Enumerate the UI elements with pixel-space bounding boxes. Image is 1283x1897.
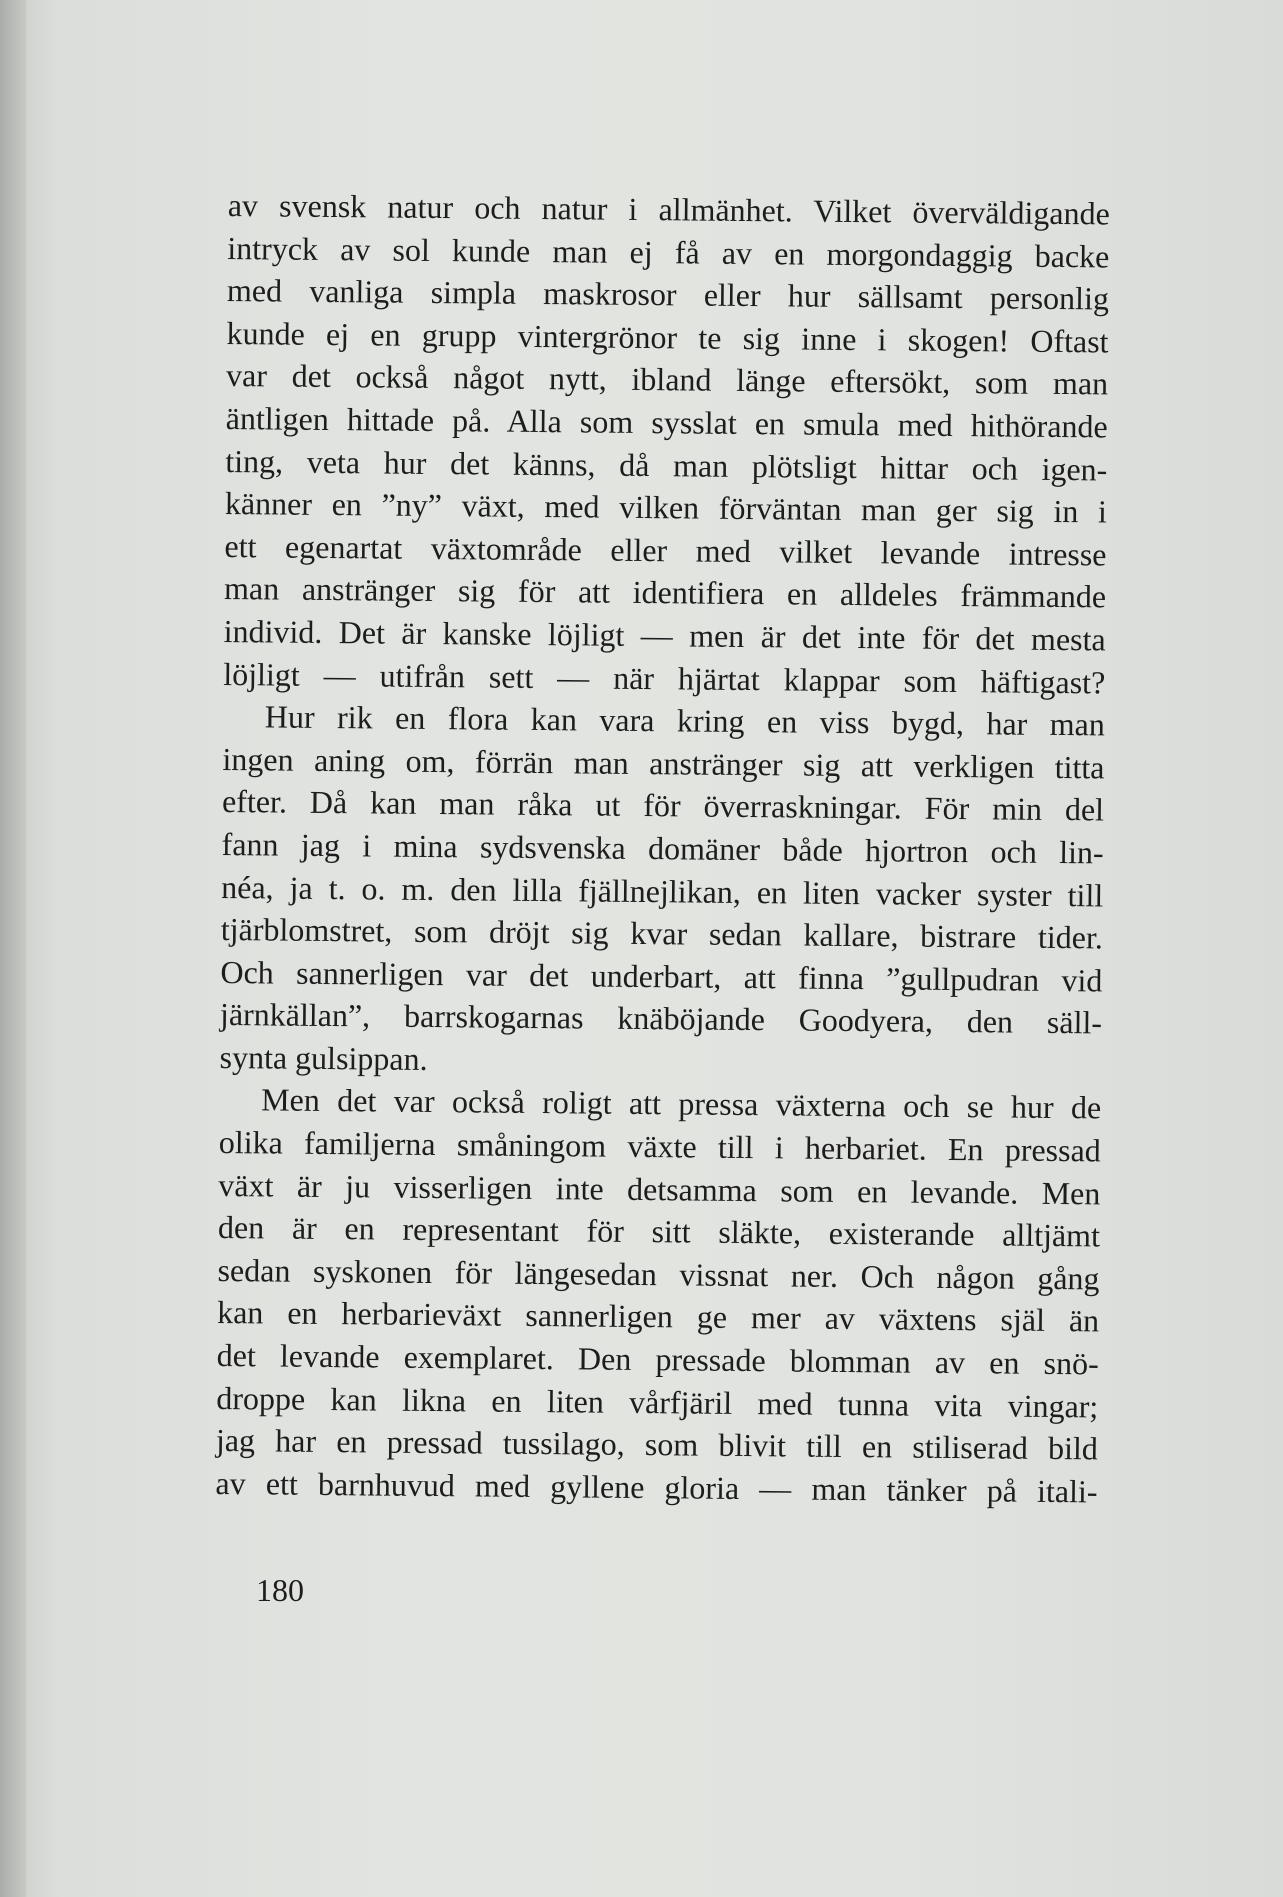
text-line: Men det var också roligt att pressa växterna och se hur de (261, 1081, 1102, 1126)
text-line: Hur rik en flora kan vara kring en viss bygd, har man (264, 698, 1106, 743)
body-text (215, 184, 1110, 1513)
text-line: ting, veta hur det känns, då man plötsligt hittar och igen- (225, 442, 1108, 488)
text-line: känner en ”ny” växt, med vilken förväntan man ger sig in i (224, 485, 1108, 530)
text-line: droppe kan likna en liten vårfjäril med tunna vita vingar; (216, 1379, 1099, 1425)
text-line: ett egenartat växtområde eller med vilket levande intresse (224, 527, 1107, 573)
text-line: järnkällan”, barrskogarnas knäböjande Goodyera, den säll- (219, 996, 1103, 1041)
text-line: man anstränger sig för att identifiera en alldeles främmande (223, 570, 1107, 615)
page-gutter-shadow (0, 0, 26, 1897)
text-line: äntligen hittade på. Alla som sysslat en smula med hithörande (225, 399, 1108, 445)
text-line: löjligt — utifrån sett — när hjärtat klappar som häftigast? (223, 655, 1106, 700)
text-line: individ. Det är kanske löjligt — men är det inte för det mesta (223, 612, 1106, 658)
page-number: 180 (256, 1572, 304, 1608)
text-line: det levande exemplaret. Den pressade blomman av en snö- (216, 1336, 1099, 1382)
text-line: av svensk natur och natur i allmänhet. Vilket överväldigande (227, 186, 1110, 232)
text-line: jag har en pressad tussilago, som blivit till en stiliserad bild (215, 1422, 1099, 1467)
text-line: ingen aning om, förrän man anstränger sig att verkligen titta (222, 740, 1105, 786)
text-line: växt är ju visserligen inte detsamma som en levande. Men (218, 1166, 1101, 1212)
text-line: den är en representant för sitt släkte, existerande alltjämt (217, 1209, 1101, 1254)
text-line: néa, ja t. o. m. den lilla fjällnejlikan, en liten vacker syster till (221, 868, 1104, 913)
text-line: kunde ej en grupp vintergrönor te sig inne i skogen! Oftast (226, 314, 1109, 360)
text-line: tjärblomstret, som dröjt sig kvar sedan kallare, bistrare tider. (220, 911, 1103, 956)
text-line: av ett barnhuvud med gyllene gloria — man tänker på itali- (215, 1464, 1098, 1510)
text-line: synta gulsippan. (219, 1038, 428, 1077)
text-line: Och sannerligen var det underbart, att finna ”gullpudran vid (220, 953, 1103, 999)
text-line: efter. Då kan man råka ut för överraskningar. För min del (221, 783, 1105, 828)
text-line: intryck av sol kunde man ej få av en morgondaggig backe (227, 229, 1110, 275)
text-line: var det också något nytt, ibland länge eftersökt, som man (225, 357, 1109, 402)
text-line: med vanliga simpla maskrosor eller hur sällsamt personlig (226, 272, 1110, 317)
text-line: sedan syskonen för längesedan vissnat ner. Och någon gång (217, 1251, 1100, 1297)
text-line: olika familjerna småningom växte till i herbariet. En pressad (218, 1124, 1101, 1169)
text-line: fann jag i mina sydsvenska domäner både hjortron och lin- (221, 825, 1104, 871)
text-line: kan en herbarieväxt sannerligen ge mer av växtens själ än (216, 1294, 1100, 1339)
